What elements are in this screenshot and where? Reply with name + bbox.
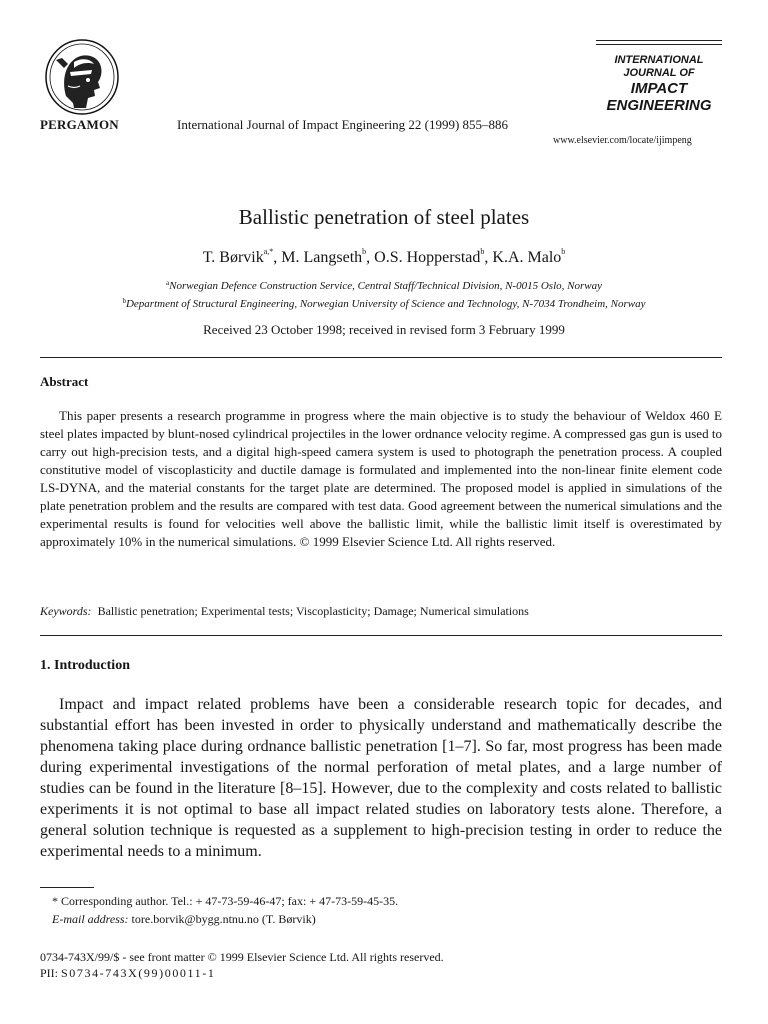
pergamon-logo	[44, 38, 120, 116]
email-label: E-mail address:	[52, 912, 129, 926]
affiliation-a: $^a$Norwegian Defence Construction Service, Central Staff/Technical Division, N-0015 Oslo, Norway	[166, 279, 602, 292]
journal-masthead	[596, 40, 722, 114]
journal-name-line-3: IMPACT	[630, 80, 688, 97]
journal-name-line-2: JOURNAL OF	[623, 67, 695, 79]
article-title: Ballistic penetration of steel plates	[238, 205, 530, 229]
author-affiliation-mark: a,*	[263, 247, 274, 256]
journal-citation: International Journal of Impact Engineering 22 (1999) 855–886	[177, 117, 509, 132]
divider-top	[40, 357, 722, 358]
pii-line	[40, 966, 215, 981]
email-address[interactable]: tore.borvik@bygg.ntnu.no (T. Børvik)	[131, 912, 316, 926]
footnote-rule	[40, 887, 94, 888]
masthead-rule	[596, 40, 722, 45]
publisher-name: PERGAMON	[40, 117, 119, 132]
received-dates: Received 23 October 1998; received in revised form 3 February 1999	[203, 322, 565, 337]
section-heading: 1. Introduction	[40, 658, 130, 673]
author-affiliation-mark: b	[480, 247, 485, 256]
email-note	[52, 912, 316, 927]
issn-line: 0734-743X/99/$ - see front matter © 1999 Elsevier Science Ltd. All rights reserved.	[40, 950, 444, 964]
author-name: K.A. Malo	[492, 249, 562, 266]
keywords-label: Keywords:	[40, 604, 92, 618]
author-affiliation-mark: b	[561, 247, 566, 256]
corresponding-author-note: * Corresponding author. Tel.: + 47-73-59-46-47; fax: + 47-73-59-45-35.	[52, 894, 399, 908]
keywords-text: Ballistic penetration; Experimental tests; Viscoplasticity; Damage; Numerical simulations	[97, 604, 529, 618]
pii-label: PII:	[40, 966, 58, 980]
author-affiliation-mark: b	[362, 247, 367, 256]
pii-code: S0734-743X(99)00011-1	[61, 966, 216, 980]
author-name: M. Langseth	[281, 249, 363, 266]
journal-name-line-4: ENGINEERING	[606, 97, 712, 114]
journal-name-line-1: INTERNATIONAL	[614, 54, 704, 66]
affiliation-b: $^b$Department of Structural Engineering, Norwegian University of Science and Technology, N-7034 Trondheim, Norway	[122, 297, 646, 310]
journal-url[interactable]: www.elsevier.com/locate/ijimpeng	[553, 135, 692, 146]
keywords-line	[40, 604, 529, 619]
introduction-body: Impact and impact related problems have been a considerable research topic for decades, and substantial effort has been invested in order to physically understand and mathematically describe the phenomena taking place during ordnance ballistic penetration [1–7]. So far, most progress has been made during experimental investigations of the normal perforation of metal plates, and a large number of studies can be found in the literature [8–15]. However, due to the complexity and costs related to ballistic experiments it is not optimal to base all impact related studies on laboratory tests alone. Therefore, a general solution technique is requested as a supplement to high-precision testing in order to reduce the experimental needs to a minimum.	[40, 696, 722, 860]
author-list: T. Børvik$^{a,*}$, M. Langseth$^b$, O.S. Hopperstad$^b$, K.A. Malo$^b$	[202, 247, 566, 266]
author-name: T. Børvik	[202, 249, 264, 266]
abstract-body: This paper presents a research programme in progress where the main objective is to study the behaviour of Weldox 460 E steel plates impacted by blunt-nosed cylindrical projectiles in the lower ordnance velocity regime. A compressed gas gun is used to carry out high-precision tests, and a digital high-speed camera system is used to photograph the penetration process. A coupled constitutive model of viscoplasticity and ductile damage is formulated and implemented into the non-linear finite element code LS-DYNA, and the material constants for the target plate are determined. The proposed model is applied in simulations of the plate penetration problem and the results are compared with test data. Good agreement between the numerical simulations and the experimental results is found for velocities well above the ballistic limit, while the ballistic limit itself is overestimated by approximately 10% in the numerical simulations. © 1999 Elsevier Science Ltd. All rights reserved.	[40, 408, 722, 549]
abstract-heading: Abstract	[40, 374, 89, 389]
author-name: O.S. Hopperstad	[374, 249, 481, 266]
divider-bottom	[40, 635, 722, 636]
